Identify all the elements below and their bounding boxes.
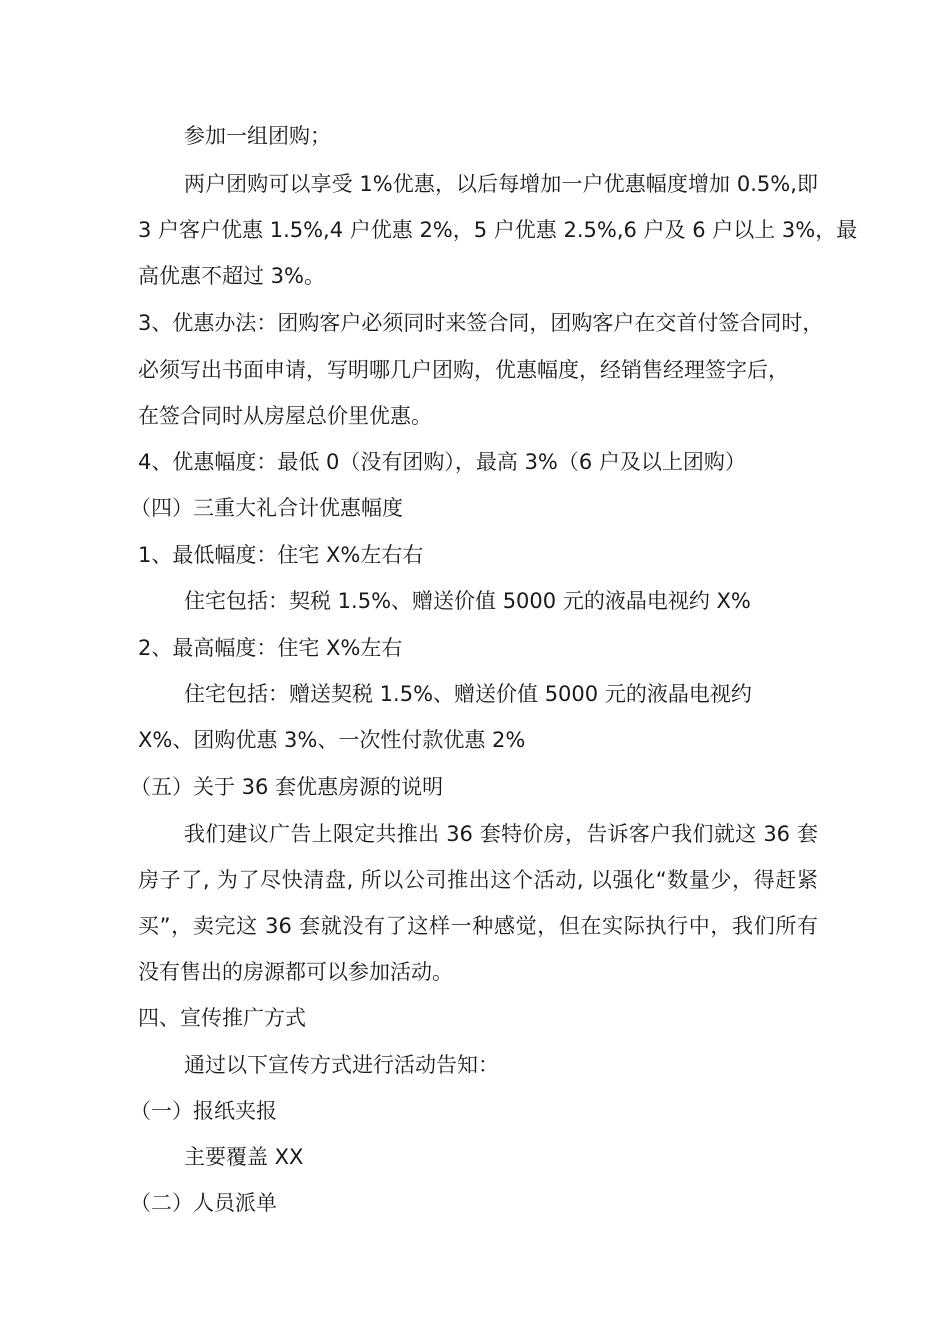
list-item: 1、最低幅度：住宅 X%左右右 <box>138 543 424 567</box>
paragraph-line: 住宅包括：赠送契税 1.5%、赠送价值 5000 元的液晶电视约 <box>184 682 752 706</box>
list-item: 2、最高幅度：住宅 X%左右 <box>138 636 403 660</box>
paragraph-line: 没有售出的房源都可以参加活动。 <box>138 960 453 984</box>
section-heading: 四、宣传推广方式 <box>138 1006 306 1030</box>
paragraph-line: 房子了, 为了尽快清盘, 所以公司推出这个活动, 以强化“数量少，得赶紧 <box>138 868 818 892</box>
section-heading: （一）报纸夹报 <box>130 1099 277 1123</box>
section-heading: （二）人员派单 <box>130 1191 277 1215</box>
section-heading: （四）三重大礼合计优惠幅度 <box>130 496 403 520</box>
paragraph-line: 高优惠不超过 3%。 <box>138 264 325 288</box>
paragraph-line: 两户团购可以享受 1%优惠，以后每增加一户优惠幅度增加 0.5%,即 <box>184 172 818 196</box>
paragraph-line: X%、团购优惠 3%、一次性付款优惠 2% <box>138 728 526 752</box>
section-heading: （五）关于 36 套优惠房源的说明 <box>130 775 444 799</box>
paragraph-line: 我们建议广告上限定共推出 36 套特价房，告诉客户我们就这 36 套 <box>184 822 818 846</box>
paragraph-line: 参加一组团购； <box>184 124 331 148</box>
paragraph-line: 通过以下宣传方式进行活动告知： <box>184 1053 499 1077</box>
paragraph-line: 买”，卖完这 36 套就没有了这样一种感觉，但在实际执行中，我们所有 <box>138 914 818 938</box>
paragraph-line: 住宅包括：契税 1.5%、赠送价值 5000 元的液晶电视约 X% <box>184 589 751 613</box>
paragraph-line: 3、优惠办法：团购客户必须同时来签合同，团购客户在交首付签合同时， <box>138 311 824 335</box>
paragraph-line: 必须写出书面申请，写明哪几户团购，优惠幅度，经销售经理签字后， <box>138 358 789 382</box>
paragraph-line: 主要覆盖 XX <box>184 1145 304 1169</box>
paragraph-line: 4、优惠幅度：最低 0（没有团购），最高 3%（6 户及以上团购） <box>138 450 746 474</box>
paragraph-line: 在签合同时从房屋总价里优惠。 <box>138 404 432 428</box>
paragraph-line: 3 户客户优惠 1.5%,4 户优惠 2%，5 户优惠 2.5%,6 户及 6 户以上 3%，最 <box>138 218 858 242</box>
